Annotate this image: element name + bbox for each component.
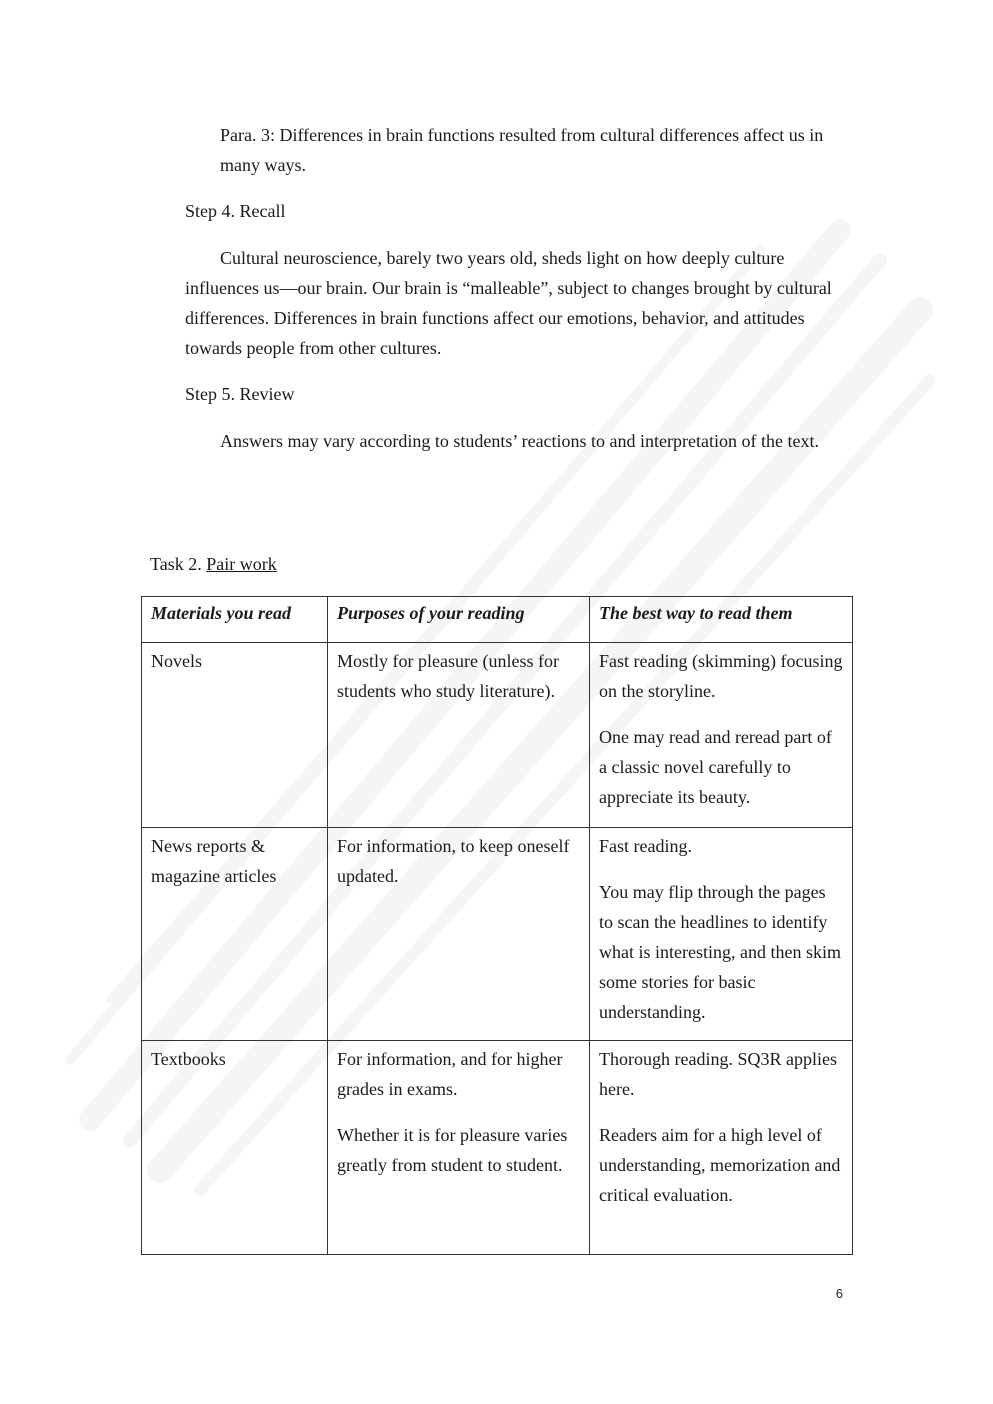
cell-text: You may flip through the pages to scan the headlines to identify what is interesting, and then skim some stories for basic understanding. (599, 882, 841, 1022)
cell-text: Mostly for pleasure (unless for students who study literature). (337, 651, 559, 701)
step4-recall-text: Cultural neuroscience, barely two years old, sheds light on how deeply culture influences us—our brain. Our brain is “malleable”, subject to changes brought by cultural differences. Differences in brain functions affect our emotions, behavior, and attitudes towards people from other cultures. (185, 248, 832, 358)
header-purposes: Purposes of your reading (328, 597, 590, 643)
cell-way (590, 643, 853, 828)
cell-text: Readers aim for a high level of understanding, memorization and critical evaluation. (599, 1125, 841, 1205)
table-header-row (142, 597, 853, 643)
cell-material (142, 1041, 328, 1255)
cell-text: For information, to keep oneself updated. (337, 836, 570, 886)
cell-way (590, 828, 853, 1041)
para3-summary: Para. 3: Differences in brain functions resulted from cultural differences affect us in many ways. (220, 125, 824, 175)
step5-review-text: Answers may vary according to students’ reactions to and interpretation of the text. (220, 431, 819, 451)
cell-purpose (328, 828, 590, 1041)
pair-work-table (141, 596, 853, 1255)
cell-text: Whether it is for pleasure varies greatly from student to student. (337, 1125, 568, 1175)
cell-text: One may read and reread part of a classic novel carefully to appreciate its beauty. (599, 727, 832, 807)
cell-purpose (328, 1041, 590, 1255)
cell-text: For information, and for higher grades in exams. (337, 1049, 563, 1099)
header-best-way: The best way to read them (590, 597, 853, 643)
task2-title: Pair work (206, 554, 277, 574)
cell-text: Novels (151, 651, 202, 671)
cell-text: Textbooks (151, 1049, 226, 1069)
cell-text: Fast reading (skimming) focusing on the storyline. (599, 651, 843, 701)
cell-material (142, 828, 328, 1041)
task2-prefix: Task 2. (150, 554, 207, 574)
task2-heading (150, 549, 277, 579)
header-materials: Materials you read (142, 597, 328, 643)
cell-material (142, 643, 328, 828)
step5-heading: Step 5. Review (185, 384, 295, 404)
cell-text: Fast reading. (599, 836, 692, 856)
table-row (142, 828, 853, 1041)
cell-text: News reports & magazine articles (151, 836, 277, 886)
step4-heading: Step 4. Recall (185, 201, 286, 221)
cell-text: Thorough reading. SQ3R applies here. (599, 1049, 837, 1099)
table-row (142, 643, 853, 828)
table-row (142, 1041, 853, 1255)
cell-purpose (328, 643, 590, 828)
cell-way (590, 1041, 853, 1255)
page-number: 6 (835, 1286, 843, 1301)
